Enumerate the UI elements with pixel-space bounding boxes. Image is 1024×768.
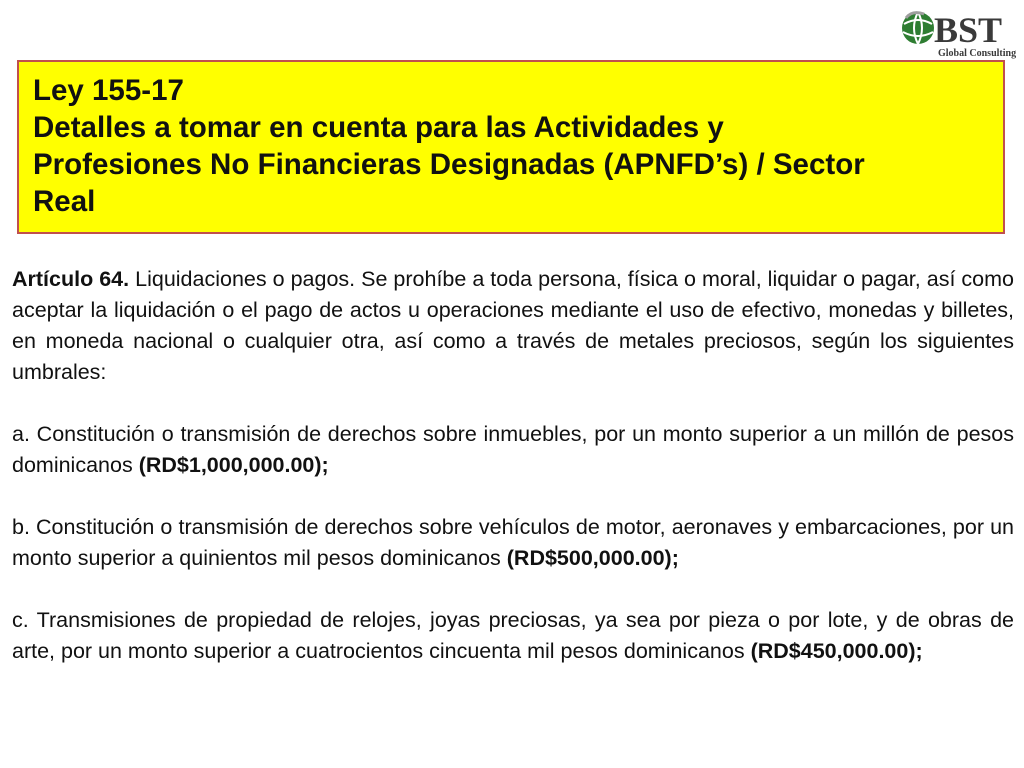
company-logo bbox=[898, 6, 1020, 60]
threshold-amount: (RD$500,000.00); bbox=[506, 546, 679, 570]
logo-brand-text: BST bbox=[934, 10, 1003, 50]
title-law-number: Ley 155-17 bbox=[33, 74, 184, 107]
logo-tagline-text: Global Consulting bbox=[938, 48, 1017, 59]
threshold-item-text: b. Constitución o transmisión de derechos sobre vehículos de motor, aeronaves y embarcaciones, por un monto superior a quinientos mil pesos dominicanos bbox=[12, 515, 1014, 570]
threshold-amount: (RD$450,000.00); bbox=[750, 639, 923, 663]
article-heading: Artículo 64. bbox=[12, 267, 130, 291]
threshold-item-a bbox=[12, 419, 1014, 481]
threshold-item-c bbox=[12, 605, 1014, 667]
title-line-4: Real bbox=[33, 185, 96, 218]
globe-logo-icon bbox=[898, 6, 1020, 60]
title-line-3: Profesiones No Financieras Designadas (APNFD’s) / Sector bbox=[33, 148, 865, 181]
threshold-item-b bbox=[12, 512, 1014, 574]
threshold-item-text: c. Transmisiones de propiedad de relojes, joyas preciosas, ya sea por pieza o por lote, y de obras de arte, por un monto superior a cuatrocientos cincuenta mil pesos dominicanos bbox=[12, 608, 1014, 663]
title-banner bbox=[17, 60, 1005, 234]
article-intro-text: Liquidaciones o pagos. Se prohíbe a toda persona, física o moral, liquidar o pagar, así como aceptar la liquidación o el pago de actos u operaciones mediante el uso de efectivo, monedas y billetes, en moneda nacional o cualquier otra, así como a través de metales preciosos, según los siguientes umbrales: bbox=[12, 267, 1014, 384]
threshold-amount: (RD$1,000,000.00); bbox=[138, 453, 329, 477]
article-body bbox=[12, 264, 1014, 667]
article-intro-paragraph bbox=[12, 264, 1014, 388]
title-line-2: Detalles a tomar en cuenta para las Actividades y bbox=[33, 111, 724, 144]
threshold-item-text: a. Constitución o transmisión de derechos sobre inmuebles, por un monto superior a un millón de pesos dominicanos bbox=[12, 422, 1014, 477]
